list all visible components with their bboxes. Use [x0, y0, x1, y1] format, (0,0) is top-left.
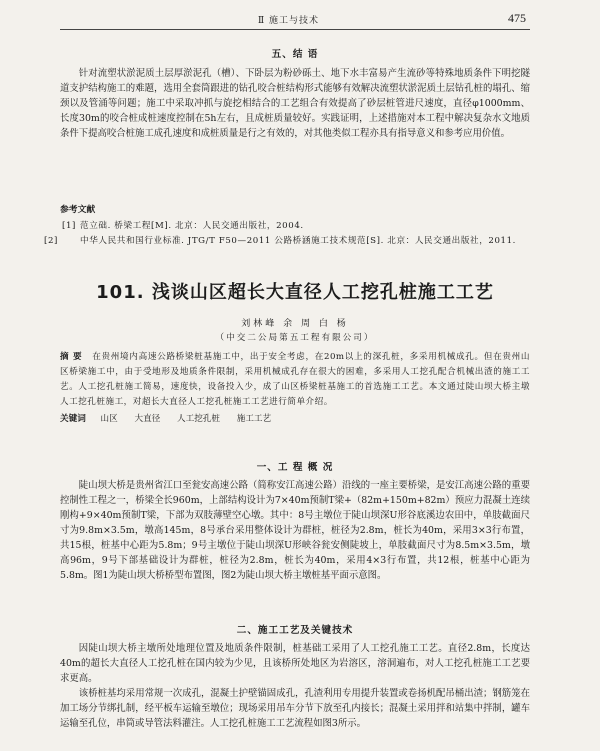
keywords-label: 关键词	[60, 414, 86, 424]
section1-heading: 一、工 程 概 况	[256, 462, 334, 473]
article-authors: 刘林峰 余 周 白 杨	[241, 319, 349, 329]
running-head-section: Ⅱ 施工与技术	[258, 16, 319, 26]
conclusion-paragraph: 针对流塑状淤泥质土层厚淤泥孔（槽）、下卧层为粉砂砾土、地下水丰富易产生流砂等特殊地质条件下明挖隧道支护结构施工的难题，选用全套筒跟进的钻孔咬合桩结构形式能够有效解决流塑状淤泥质土层钻孔桩的塌孔、缩颈以及管涌等问题；施工中采取冲抓与旋挖相结合的工艺组合有效提高了砂层桩管进尺速度，直径φ1000mm、长度30m的咬合桩成桩速度控制在5h左右，且成桩质量较好。实践证明，上述措施对本工程中解决复杂水文地质条件下提高咬合桩施工成孔速度和成桩质量是行之有效的，对其他类似工程亦具有指导意义和参考应用价值。	[60, 68, 530, 139]
reference-text: 中华人民共和国行业标准. JTG/T F50—2011 公路桥涵施工技术规范[S]. 北京：人民交通出版社，2011.	[80, 236, 517, 246]
references-list	[44, 219, 530, 249]
section2-body	[60, 641, 530, 731]
section2-heading: 二、施工工艺及关键技术	[236, 625, 354, 636]
conclusion-section	[60, 66, 530, 141]
keyword: 施工工艺	[236, 414, 272, 424]
keyword: 大直径	[134, 414, 161, 424]
article-affiliation: （中交二公局第五工程有限公司）	[215, 333, 375, 343]
keywords	[60, 412, 530, 427]
section1-body	[60, 478, 530, 583]
keyword: 人工挖孔桩	[177, 414, 220, 424]
section2-paragraph: 该桥桩基均采用常规一次成孔，混凝土护壁锚固成孔，孔渣利用专用提升装置或卷扬机配吊桶出渣；钢筋笼在加工场分节绑扎制，经平板车运输至墩位；现场采用吊车分节下放至孔内接长；混凝土采用拌和站集中拌制，罐车运输至孔位，串筒或导管法料灌注。人工挖孔桩施工工艺流程如图3所示。	[60, 688, 530, 729]
abstract-label: 摘 要	[60, 352, 83, 362]
abstract	[60, 350, 530, 410]
reference-number: [2]	[44, 236, 58, 246]
running-head	[0, 11, 600, 27]
references-heading: 参考文献	[60, 205, 96, 215]
section1-paragraph: 陡山坝大桥是贵州省江口至瓮安高速公路（简称安江高速公路）沿线的一座主要桥梁，是安江高速公路的重要控制性工程之一，桥梁全长960m，上部结构设计为7×40m预制T梁+（82m+150m+82m）预应力混凝土连续刚构+9×40m预制T梁，下部为双肢薄壁空心墩。其中：8号主墩位于陡山坝深U形谷底溪边农田中，单肢截面尺寸为9.8m×3.5m，墩高145m，8号承台采用整体设计为群桩，桩径为2.8m，桩长为40m，采用3×3行布置，共15根，桩基中心距为5.8m；9号主墩位于陡山坝深U形峡谷瓮安侧陡坡上，单肢截面尺寸为8.5m×3.5m，墩高96m，9号下部基础设计为群桩，桩径为2.8m，桩长为40m，采用4×3行布置，共12根，桩基中心距为5.8m。图1为陡山坝大桥桥型布置图，图2为陡山坝大桥主墩桩基平面示意图。	[60, 480, 530, 581]
reference-text: 范立础. 桥梁工程[M]. 北京：人民交通出版社，2004.	[80, 221, 304, 231]
header-rule	[60, 29, 530, 30]
reference-item	[44, 234, 530, 249]
keyword: 山区	[100, 414, 118, 424]
article-title: 101. 浅谈山区超长大直径人工挖孔桩施工工艺	[96, 282, 494, 303]
reference-number: [1]	[62, 221, 76, 231]
page-number: 475	[508, 11, 526, 25]
reference-item	[62, 219, 530, 234]
conclusion-heading: 五、结 语	[271, 49, 319, 60]
section2-paragraph: 因陡山坝大桥主墩所处地理位置及地质条件限制，桩基础工采用了人工挖孔施工工艺。直径2.8m，长度达40m的超长大直径人工挖孔桩在国内较为少见，且该桥所处地区为岩溶区，溶洞遍布，对人工挖孔桩施工工艺要求更高。	[60, 643, 530, 684]
abstract-text: 在贵州境内高速公路桥梁桩基施工中，出于安全考虑，在20m以上的深孔桩，多采用机械成孔。但在贵州山区桥梁施工中，由于受地形及地质条件限制，采用机械成孔存在很大的困难，多采用人工挖孔配合机械出渣的施工工艺。人工挖孔桩施工简易，速度快，设备投入少，成了山区桥梁桩基施工的首选施工工艺。本文通过陡山坝大桥主墩人工挖孔桩施工，对超长大直径人工挖孔桩施工工艺进行简单介绍。	[60, 352, 530, 407]
